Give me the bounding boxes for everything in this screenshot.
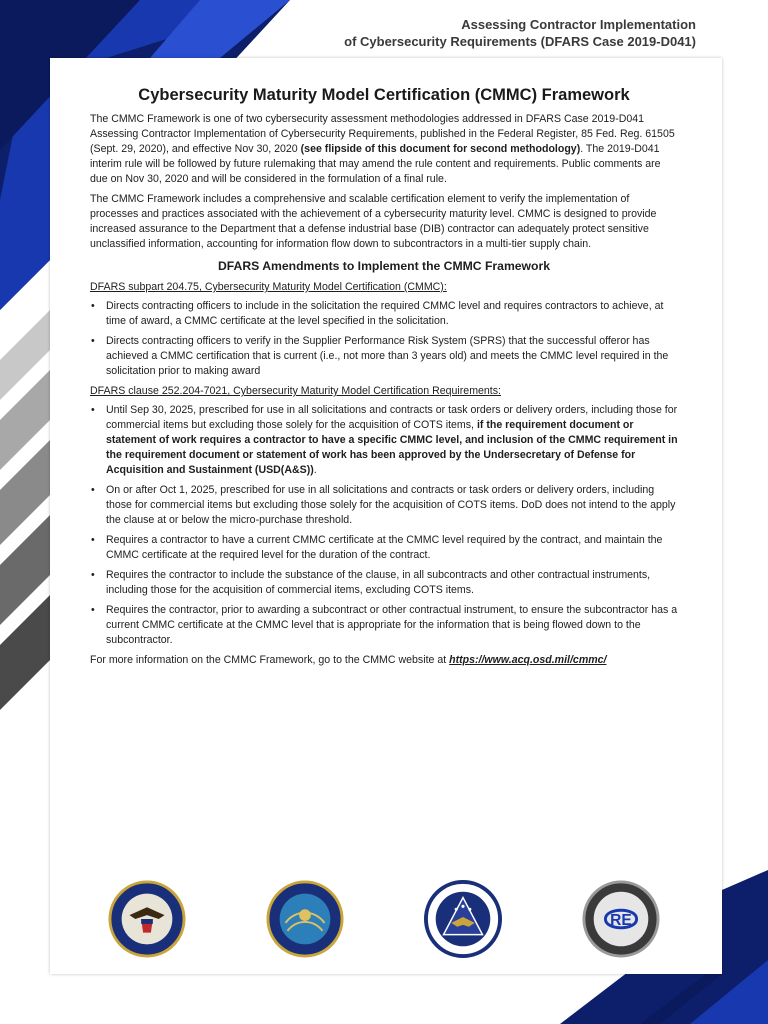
header-line-2: of Cybersecurity Requirements (DFARS Case 2019-D041) (344, 34, 696, 49)
list-item: • Requires the contractor, prior to awarding a subcontract or other contractual instrument, to ensure the subcontractor has a current CMMC certificate at the CMMC level that is appropriate for the information that is being flowed down to the subcontractor. (90, 603, 678, 648)
footer-text: For more information on the CMMC Framework, go to the CMMC website at (90, 654, 450, 666)
page-title: Cybersecurity Maturity Model Certification (CMMC) Framework (138, 86, 630, 104)
subpart-list (90, 299, 678, 379)
intro-paragraph-2: The CMMC Framework includes a comprehensive and scalable certification element to verify the implementation of processes and practices associated with the achievement of a cybersecurity maturity level. CMMC is designed to provide increased assurance to the Department that a defense industrial base (DIB) contractor can adequately protect sensitive unclassified information, accounting for information flow down to subcontractors in a multi-tier supply chain. (90, 193, 657, 250)
clause-bullet-end: . (313, 464, 317, 476)
intro-bold-note: (see flipside of this document for second methodology) (300, 143, 581, 155)
intro-text: The CMMC Framework is one of two cybersecurity assessment methodologies addressed in DFARS Case 2019-D041 Assessing Contractor Implementation of Cybersecurity Requirements, published in the Federal Register, 85 Fed. Reg. 61505 (Sept. 29, 2020), and effective Nov 30, 2020 (90, 113, 675, 155)
clause-heading: DFARS clause 252.204-7021, Cybersecurity Maturity Model Certification Requirements: (90, 385, 501, 397)
subpart-heading: DFARS subpart 204.75, Cybersecurity Maturity Model Certification (CMMC): (90, 281, 447, 293)
document-body (90, 84, 678, 673)
list-item: • Requires the contractor to include the substance of the clause, in all subcontracts and other contractual instruments, including those for the acquisition of commercial items, excluding COTS items. (90, 568, 678, 598)
svg-text:RE: RE (610, 911, 632, 929)
cmmc-website-link[interactable]: https://www.acq.osd.mil/cmmc/ (449, 654, 607, 666)
dod-seal-icon (108, 880, 186, 958)
clause-bullet-bold: if the requirement document or statement of work requires a contractor to have a specific CMMC level, and inclusion of the CMMC requirement in the requirement document or statement of work has been approved by the Undersecretary of Defense for Acquisition and Sustainment (USD(A&S)) (106, 419, 678, 476)
document-header (344, 16, 696, 50)
cio-seal-icon (266, 880, 344, 958)
section-title: DFARS Amendments to Implement the CMMC Framework (217, 259, 551, 273)
list-item: • Directs contracting officers to include in the solicitation the required CMMC level and requires contractors to achieve, at time of award, a CMMC certificate at the level specified in the solicitation. (90, 299, 678, 329)
list-item: • Directs contracting officers to verify in the Supplier Performance Risk System (SPRS) that the successful offeror has achieved a CMMC certification that is current (i.e., not more than 3 years old) and meets the CMMC level required in the solicitation prior to making award (90, 334, 678, 379)
list-item (90, 403, 678, 478)
clause-bullet-text: Until Sep 30, 2025, prescribed for use in all solicitations and contracts or task orders or delivery orders, including those for commercial items but excluding those solely for the acquisition of COTS items, (106, 404, 678, 431)
intro-paragraph-1 (90, 112, 678, 187)
intro-text-end: . The 2019-D041 interim rule will be followed by future rulemaking that may amend the rule content and requirements. Public comments are due on Nov 30, 2020 and will be considered in the formulation of a final rule. (90, 143, 661, 185)
agency-seals (0, 880, 768, 960)
re-seal-icon (582, 880, 660, 958)
list-item: • On or after Oct 1, 2025, prescribed for use in all solicitations and contracts or task orders or delivery orders, including those for commercial items but excluding those solely for the acquisition of COTS items. DoD does not intend to the apply the clause at or below the micro-purchase threshold. (90, 483, 678, 528)
clause-list (90, 403, 678, 648)
header-line-1: Assessing Contractor Implementation (461, 17, 696, 32)
footer-note (90, 653, 678, 668)
usd-as-seal-icon (424, 880, 502, 958)
list-item: • Requires a contractor to have a current CMMC certificate at the CMMC level required by the contract, and maintain the CMMC certificate at the required level for the duration of the contract. (90, 533, 678, 563)
